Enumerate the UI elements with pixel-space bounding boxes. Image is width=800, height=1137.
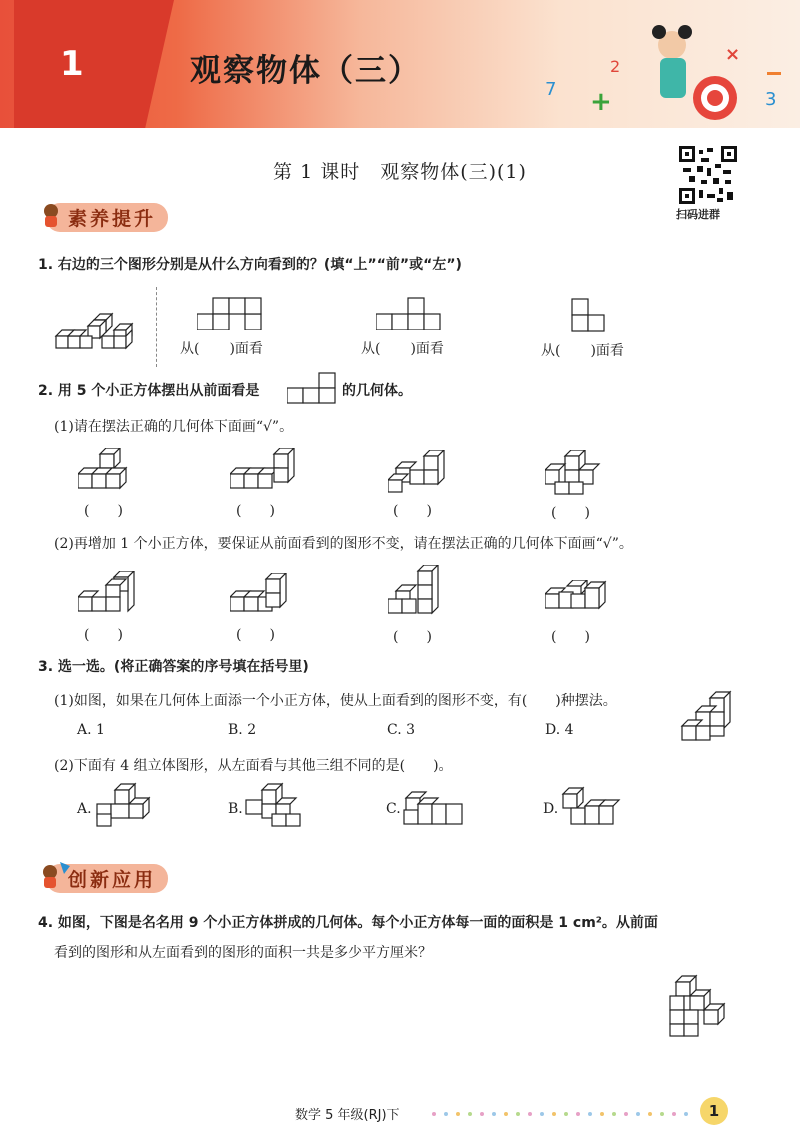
q3-sub2: (2)下面有 4 组立体图形，从左面看与其他三组不同的是( )。 <box>54 758 453 774</box>
q3-group-a-figure <box>95 782 157 828</box>
answer-prefix: 从( <box>361 341 381 357</box>
q1-view-2 <box>376 296 441 330</box>
question-2-text-a: 2. 用 5 个小正方体摆出从前面看是 <box>38 383 260 399</box>
q3-option-c[interactable]: C. 3 <box>387 722 416 738</box>
unit-number: 1 <box>60 44 84 84</box>
question-1-text: 1. 右边的三个图形分别是从什么方向看到的？(填“上”“前”或“左”) <box>38 257 462 273</box>
q2-sub1: (1)请在摆法正确的几何体下面画“√”。 <box>54 419 294 435</box>
section-title: 创新应用 <box>46 864 168 893</box>
child-kite-icon <box>40 862 62 890</box>
q2-figure-1d <box>545 450 605 496</box>
q3-group-a-label[interactable]: A. <box>77 801 92 817</box>
answer-prefix: 从( <box>180 341 200 357</box>
q1-view-3 <box>571 298 605 332</box>
q2-paren-2d[interactable]: ( ) <box>551 629 590 645</box>
q3-group-d-figure <box>561 786 621 828</box>
q2-paren-2c[interactable]: ( ) <box>393 629 432 645</box>
q3-option-a[interactable]: A. 1 <box>77 722 105 738</box>
svg-text:+: + <box>590 87 612 117</box>
qr-label: 扫码进群 <box>676 208 720 221</box>
q1-solid-figure <box>52 304 137 354</box>
question-3-text: 3. 选一选。(将正确答案的序号填在括号里) <box>38 659 309 675</box>
q2-paren-2a[interactable]: ( ) <box>84 627 123 643</box>
q2-figure-1b <box>230 448 296 496</box>
svg-text:2: 2 <box>610 57 621 76</box>
q1-answer-1[interactable] <box>180 338 263 358</box>
q2-figure-2c <box>388 565 442 621</box>
q3-option-d[interactable]: D. 4 <box>545 722 574 738</box>
child-mascot-icon <box>40 203 62 229</box>
q3-group-c-figure <box>402 788 466 828</box>
section-improve-header <box>36 203 168 232</box>
q3-group-d-label[interactable]: D. <box>543 801 559 817</box>
q3-group-c-label[interactable]: C. <box>386 801 401 817</box>
question-2-text-b: 的几何体。 <box>342 383 412 399</box>
q2-figure-2a <box>78 571 138 619</box>
footer-dots <box>430 1110 690 1118</box>
q2-figure-1c <box>388 450 448 496</box>
q2-figure-2b <box>230 573 292 619</box>
section-title: 素养提升 <box>46 203 168 232</box>
q3-group-b-figure <box>244 782 306 828</box>
q4-solid-figure <box>668 974 736 1038</box>
svg-text:7: 7 <box>545 79 557 100</box>
svg-text:×: × <box>725 44 741 65</box>
question-4-text-line1: 4. 如图，下图是名名用 9 个小正方体拼成的几何体。每个小正方体每一面的面积是 1 cm²。从前面 <box>38 915 658 931</box>
q3-group-b-label[interactable]: B. <box>228 801 243 817</box>
q2-figure-1a <box>78 448 138 496</box>
svg-text:3: 3 <box>765 89 777 110</box>
page-number: 1 <box>700 1097 728 1125</box>
q1-answer-2[interactable] <box>361 338 444 358</box>
q2-paren-1a[interactable]: ( ) <box>84 503 123 519</box>
unit-title: 观察物体（三） <box>190 53 421 89</box>
girl-illustration-icon <box>535 20 790 125</box>
question-4-line2: 看到的图形和从左面看到的图形的面积一共是多少平方厘米？ <box>54 945 432 961</box>
lesson-title: 第 1 课时 观察物体(三)(1) <box>273 161 527 183</box>
q2-front-view <box>287 372 337 404</box>
q3-sub1: (1)如图，如果在几何体上面添一个小正方体，使从上面看到的图形不变，有( )种摆法。 <box>54 693 617 709</box>
section-apply-header <box>36 864 168 893</box>
answer-prefix: 从( <box>541 343 561 359</box>
answer-suffix: )面看 <box>410 341 444 357</box>
q2-paren-1c[interactable]: ( ) <box>393 503 432 519</box>
q3-solid-figure <box>680 690 738 744</box>
q3-option-b[interactable]: B. 2 <box>228 722 257 738</box>
q2-paren-1d[interactable]: ( ) <box>551 505 590 521</box>
qr-code-icon[interactable] <box>679 146 737 204</box>
q2-paren-1b[interactable]: ( ) <box>236 503 275 519</box>
q1-answer-3[interactable] <box>541 340 624 360</box>
answer-suffix: )面看 <box>590 343 624 359</box>
q2-paren-2b[interactable]: ( ) <box>236 627 275 643</box>
q1-view-1 <box>197 296 262 330</box>
q2-figure-2d <box>545 580 607 620</box>
question-4-line1 <box>38 912 658 932</box>
q2-sub2: (2)再增加 1 个小正方体，要保证从前面看到的图形不变，请在摆法正确的几何体下面画“√”。 <box>54 536 633 552</box>
footer-book-title: 数学 5 年级(RJ)下 <box>295 1108 400 1123</box>
answer-suffix: )面看 <box>229 341 263 357</box>
divider <box>156 287 157 367</box>
